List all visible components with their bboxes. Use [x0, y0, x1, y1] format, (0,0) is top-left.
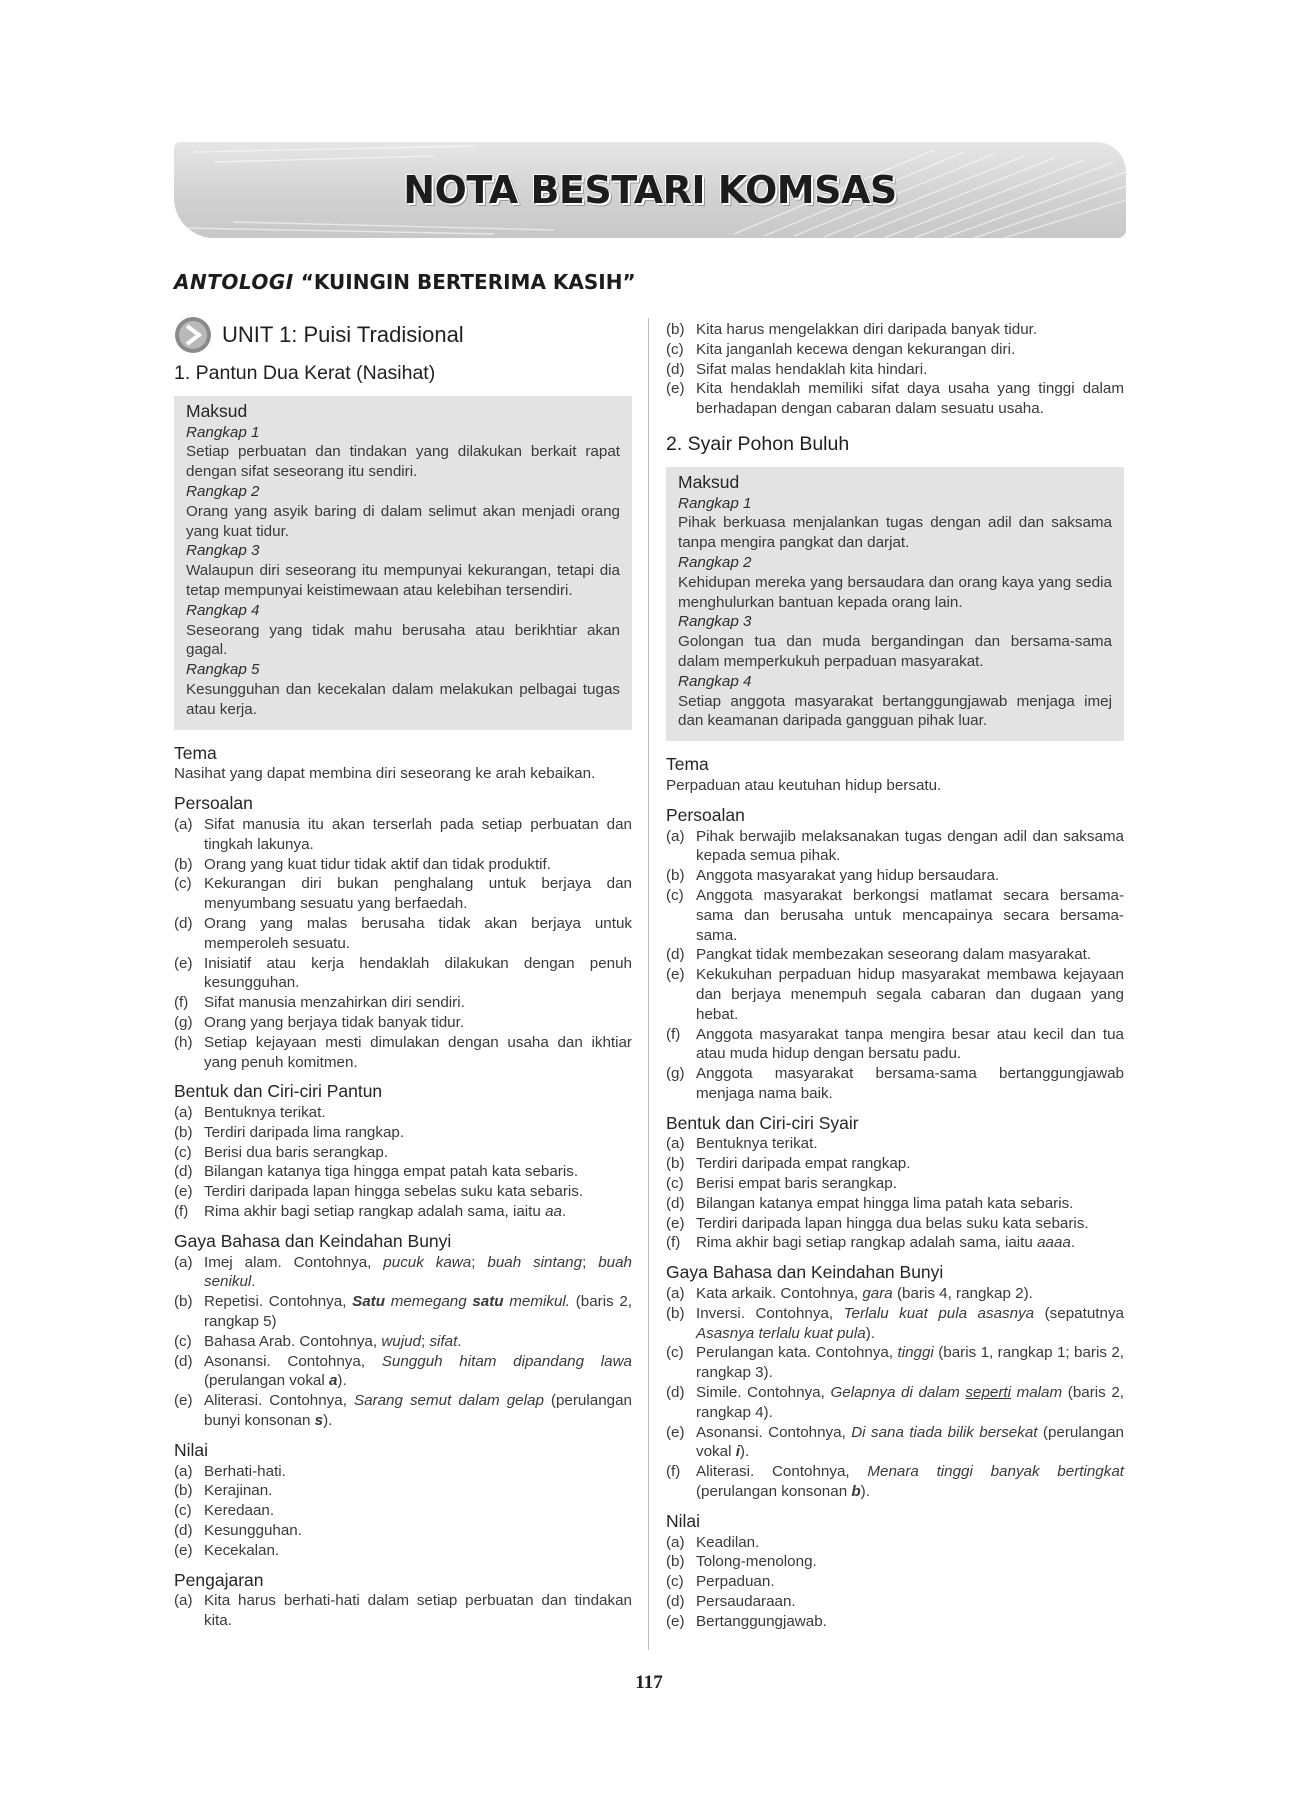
list-item: (c) Keredaan.: [174, 1502, 275, 1520]
list-item: (e) Aliterasi. Contohnya, Sarang semut dalam gelap (perulangan bunyi konsonan s).: [174, 1392, 632, 1430]
rangkap-label: Rangkap 3: [678, 613, 752, 631]
nilai-list: [174, 1462, 632, 1561]
list-item: (d) Sifat malas hendaklah kita hindari.: [666, 360, 928, 378]
list-item: (e) Kecekalan.: [174, 1541, 280, 1559]
rangkap-text: Kesungguhan dan kecekalan dalam melakukan pelbagai tugas atau kerja.: [186, 680, 620, 718]
list-item: (e) Kekukuhan perpaduan hidup masyarakat membawa kejayaan dan berjaya menempuh segala cabaran dan dugaan yang hebat.: [666, 966, 1124, 1023]
column-divider: [648, 318, 649, 1650]
list-item: (g) Anggota masyarakat bersama-sama bertanggungjawab menjaga nama baik.: [666, 1065, 1124, 1102]
rangkap-text: Orang yang asyik baring di dalam selimut akan menjadi orang yang kuat tidur.: [186, 502, 620, 540]
list-item: (f) Rima akhir bagi setiap rangkap adalah sama, iaitu aaaa.: [666, 1234, 1076, 1252]
list-item: (d) Bilangan katanya tiga hingga empat patah kata sebaris.: [174, 1163, 579, 1181]
rangkap-label: Rangkap 5: [186, 661, 260, 679]
rangkap-text: Kehidupan mereka yang bersaudara dan orang kaya yang sedia menghulurkan bantuan kepada orang lain.: [678, 573, 1112, 611]
list-item: (d) Asonansi. Contohnya, Sungguh hitam dipandang lawa (perulangan vokal a).: [174, 1352, 632, 1390]
page-number: 117: [635, 1672, 663, 1693]
syair-maksud-box: [666, 467, 1124, 741]
list-item: (a) Kita harus berhati-hati dalam setiap perbuatan dan tindakan kita.: [174, 1592, 632, 1630]
nilai-heading: Nilai: [174, 1439, 209, 1460]
list-item: (a) Sifat manusia itu akan terserlah pada setiap perbuatan dan tingkah lakunya.: [174, 815, 632, 853]
bentuk-heading: Bentuk dan Ciri-ciri Pantun: [174, 1081, 383, 1102]
bentuk-heading: Bentuk dan Ciri-ciri Syair: [666, 1112, 859, 1133]
list-item: (c) Anggota masyarakat berkongsi matlamat secara bersama-sama dan berusaha untuk mencapainya secara bersama-sama.: [666, 886, 1124, 944]
list-item: (a) Keadilan.: [666, 1533, 760, 1551]
rangkap-label: Rangkap 2: [678, 553, 752, 571]
list-item: (f) Rima akhir bagi setiap rangkap adalah sama, iaitu aa.: [174, 1203, 567, 1221]
gaya-heading: Gaya Bahasa dan Keindahan Bunyi: [666, 1262, 944, 1283]
list-item: (f) Sifat manusia menzahirkan diri sendiri.: [174, 994, 465, 1012]
list-item: (b) Repetisi. Contohnya, Satu memegang satu memikul. (baris 2, rangkap 5): [174, 1293, 633, 1331]
list-item: (f) Anggota masyarakat tanpa mengira besar atau kecil dan tua atau muda hidup dengan bersatu padu.: [666, 1025, 1124, 1063]
anthology-label: ANTOLOGI: [174, 270, 294, 294]
persoalan-heading: Persoalan: [666, 804, 745, 825]
list-item: (c) Kekurangan diri bukan penghalang untuk berjaya dan menyumbang sesuatu yang berfaedah.: [174, 875, 632, 913]
anthology-title: “KUINGIN BERTERIMA KASIH”: [300, 270, 636, 294]
list-item: (d) Simile. Contohnya, Gelapnya di dalam seperti malam (baris 2, rangkap 4).: [666, 1384, 1124, 1421]
gaya-list: [666, 1284, 1124, 1502]
right-column: [666, 320, 1124, 1632]
rangkap-label: Rangkap 4: [186, 601, 260, 619]
arrow-circle-icon: [174, 316, 212, 354]
gaya-list: [174, 1253, 632, 1431]
list-item: (b) Kita harus mengelakkan diri daripada banyak tidur.: [666, 321, 1038, 338]
maksud-title: Maksud: [186, 400, 248, 421]
banner-title: NOTA BESTARI KOMSAS: [403, 168, 897, 212]
list-item: (d) Kesungguhan.: [174, 1522, 302, 1540]
list-item: (b) Kerajinan.: [174, 1482, 273, 1500]
list-item: (d) Pangkat tidak membezakan seseorang dalam masyarakat.: [666, 946, 1092, 964]
list-item: (e) Terdiri daripada lapan hingga dua belas suku kata sebaris.: [666, 1214, 1089, 1232]
rangkap-label: Rangkap 3: [186, 542, 260, 560]
list-item: (g) Orang yang berjaya tidak banyak tidur.: [174, 1013, 465, 1031]
list-item: (d) Orang yang malas berusaha tidak akan berjaya untuk memperoleh sesuatu.: [174, 914, 632, 952]
syair-section-title: 2. Syair Pohon Buluh: [666, 432, 850, 455]
rangkap-text: Seseorang yang tidak mahu berusaha atau berikhtiar akan gagal.: [186, 621, 620, 659]
pengajaran-list: [174, 1591, 632, 1631]
pantun-maksud-box: [174, 396, 632, 730]
rangkap-label: Rangkap 1: [678, 494, 752, 512]
pengajaran-heading: Pengajaran: [174, 1569, 264, 1590]
bentuk-list: [174, 1103, 632, 1222]
list-item: (e) Asonansi. Contohnya, Di sana tiada bilik bersekat (perulangan vokal i).: [666, 1423, 1124, 1461]
list-item: (b) Tolong-menolong.: [666, 1553, 817, 1571]
nilai-list: [666, 1533, 1124, 1632]
list-item: (e) Inisiatif atau kerja hendaklah dilakukan dengan penuh kesungguhan.: [174, 954, 632, 992]
list-item: (a) Pihak berwajib melaksanakan tugas dengan adil dan saksama kepada semua pihak.: [666, 827, 1124, 865]
list-item: (e) Kita hendaklah memiliki sifat daya usaha yang tinggi dalam berhadapan dengan cabaran dalam sesuatu usaha.: [666, 380, 1124, 418]
rangkap-label: Rangkap 2: [186, 482, 260, 500]
list-item: (c) Bahasa Arab. Contohnya, wujud; sifat.: [174, 1332, 462, 1350]
rangkap-text: Pihak berkuasa menjalankan tugas dengan adil dan saksama tanpa mengira pangkat dan darjat.: [678, 514, 1112, 552]
list-item: (b) Orang yang kuat tidur tidak aktif dan tidak produktif.: [174, 855, 551, 873]
rangkap-text: Golongan tua dan muda bergandingan dan bersama-sama dalam memperkukuh perpaduan masyarakat.: [678, 633, 1112, 670]
persoalan-list: [666, 827, 1124, 1104]
list-item: (a) Berhati-hati.: [174, 1462, 286, 1480]
title-banner: [174, 142, 1126, 238]
nilai-heading: Nilai: [666, 1510, 701, 1531]
unit-heading: [174, 316, 632, 354]
list-item: (d) Bilangan katanya empat hingga lima patah kata sebaris.: [666, 1194, 1074, 1212]
rangkap-text: Setiap anggota masyarakat bertanggungjawab menjaga imej dan keamanan daripada gangguan pihak luar.: [678, 692, 1112, 730]
tema-text: Perpaduan atau keutuhan hidup bersatu.: [666, 776, 942, 794]
rangkap-text: Setiap perbuatan dan tindakan yang dilakukan berkait rapat dengan sifat seseorang itu sendiri.: [186, 443, 620, 481]
list-item: (h) Setiap kejayaan mesti dimulakan dengan usaha dan ikhtiar yang penuh komitmen.: [174, 1033, 632, 1071]
list-item: (b) Terdiri daripada empat rangkap.: [666, 1155, 911, 1173]
rangkap-label: Rangkap 1: [186, 423, 260, 441]
list-item: (a) Bentuknya terikat.: [174, 1104, 326, 1122]
unit-title: UNIT 1: Puisi Tradisional: [222, 322, 464, 348]
persoalan-list: [174, 815, 632, 1072]
list-item: (c) Perulangan kata. Contohnya, tinggi (baris 1, rangkap 1; baris 2, rangkap 3).: [666, 1344, 1124, 1382]
list-item: (c) Berisi empat baris serangkap.: [666, 1175, 897, 1193]
maksud-title: Maksud: [678, 471, 740, 492]
left-column: [174, 316, 632, 1631]
list-item: (d) Persaudaraan.: [666, 1593, 796, 1611]
list-item: (b) Terdiri daripada lima rangkap.: [174, 1123, 405, 1141]
gaya-heading: Gaya Bahasa dan Keindahan Bunyi: [174, 1230, 452, 1251]
rangkap-text: Walaupun diri seseorang itu mempunyai kekurangan, tetapi dia tetap mempunyai keistimewaan atau kelebihan tersendiri.: [186, 562, 620, 599]
pantun-section-title: 1. Pantun Dua Kerat (Nasihat): [174, 362, 436, 384]
list-item: (e) Bertanggungjawab.: [666, 1612, 827, 1630]
list-item: (e) Terdiri daripada lapan hingga sebelas suku kata sebaris.: [174, 1183, 584, 1201]
tema-text: Nasihat yang dapat membina diri seseorang ke arah kebaikan.: [174, 765, 596, 783]
rangkap-label: Rangkap 4: [678, 672, 752, 690]
list-item: (a) Kata arkaik. Contohnya, gara (baris 4, rangkap 2).: [666, 1285, 1033, 1303]
anthology-heading: [174, 270, 636, 294]
list-item: (a) Bentuknya terikat.: [666, 1135, 818, 1153]
tema-heading: Tema: [666, 754, 709, 775]
list-item: (c) Berisi dua baris serangkap.: [174, 1143, 389, 1161]
list-item: (c) Kita janganlah kecewa dengan kekurangan diri.: [666, 340, 1016, 358]
list-item: (b) Inversi. Contohnya, Terlalu kuat pula asasnya (sepatutnya Asasnya terlalu kuat pula).: [666, 1304, 1124, 1342]
list-item: (b) Anggota masyarakat yang hidup bersaudara.: [666, 867, 1000, 885]
list-item: (a) Imej alam. Contohnya, pucuk kawa; buah sintang; buah senikul.: [174, 1253, 633, 1291]
list-item: (c) Perpaduan.: [666, 1573, 775, 1591]
bentuk-list: [666, 1134, 1124, 1253]
persoalan-heading: Persoalan: [174, 793, 253, 814]
pengajaran-list-continued: [666, 320, 1124, 419]
list-item: (f) Aliterasi. Contohnya, Menara tinggi banyak bertingkat (perulangan konsonan b).: [666, 1463, 1124, 1501]
tema-heading: Tema: [174, 742, 217, 763]
